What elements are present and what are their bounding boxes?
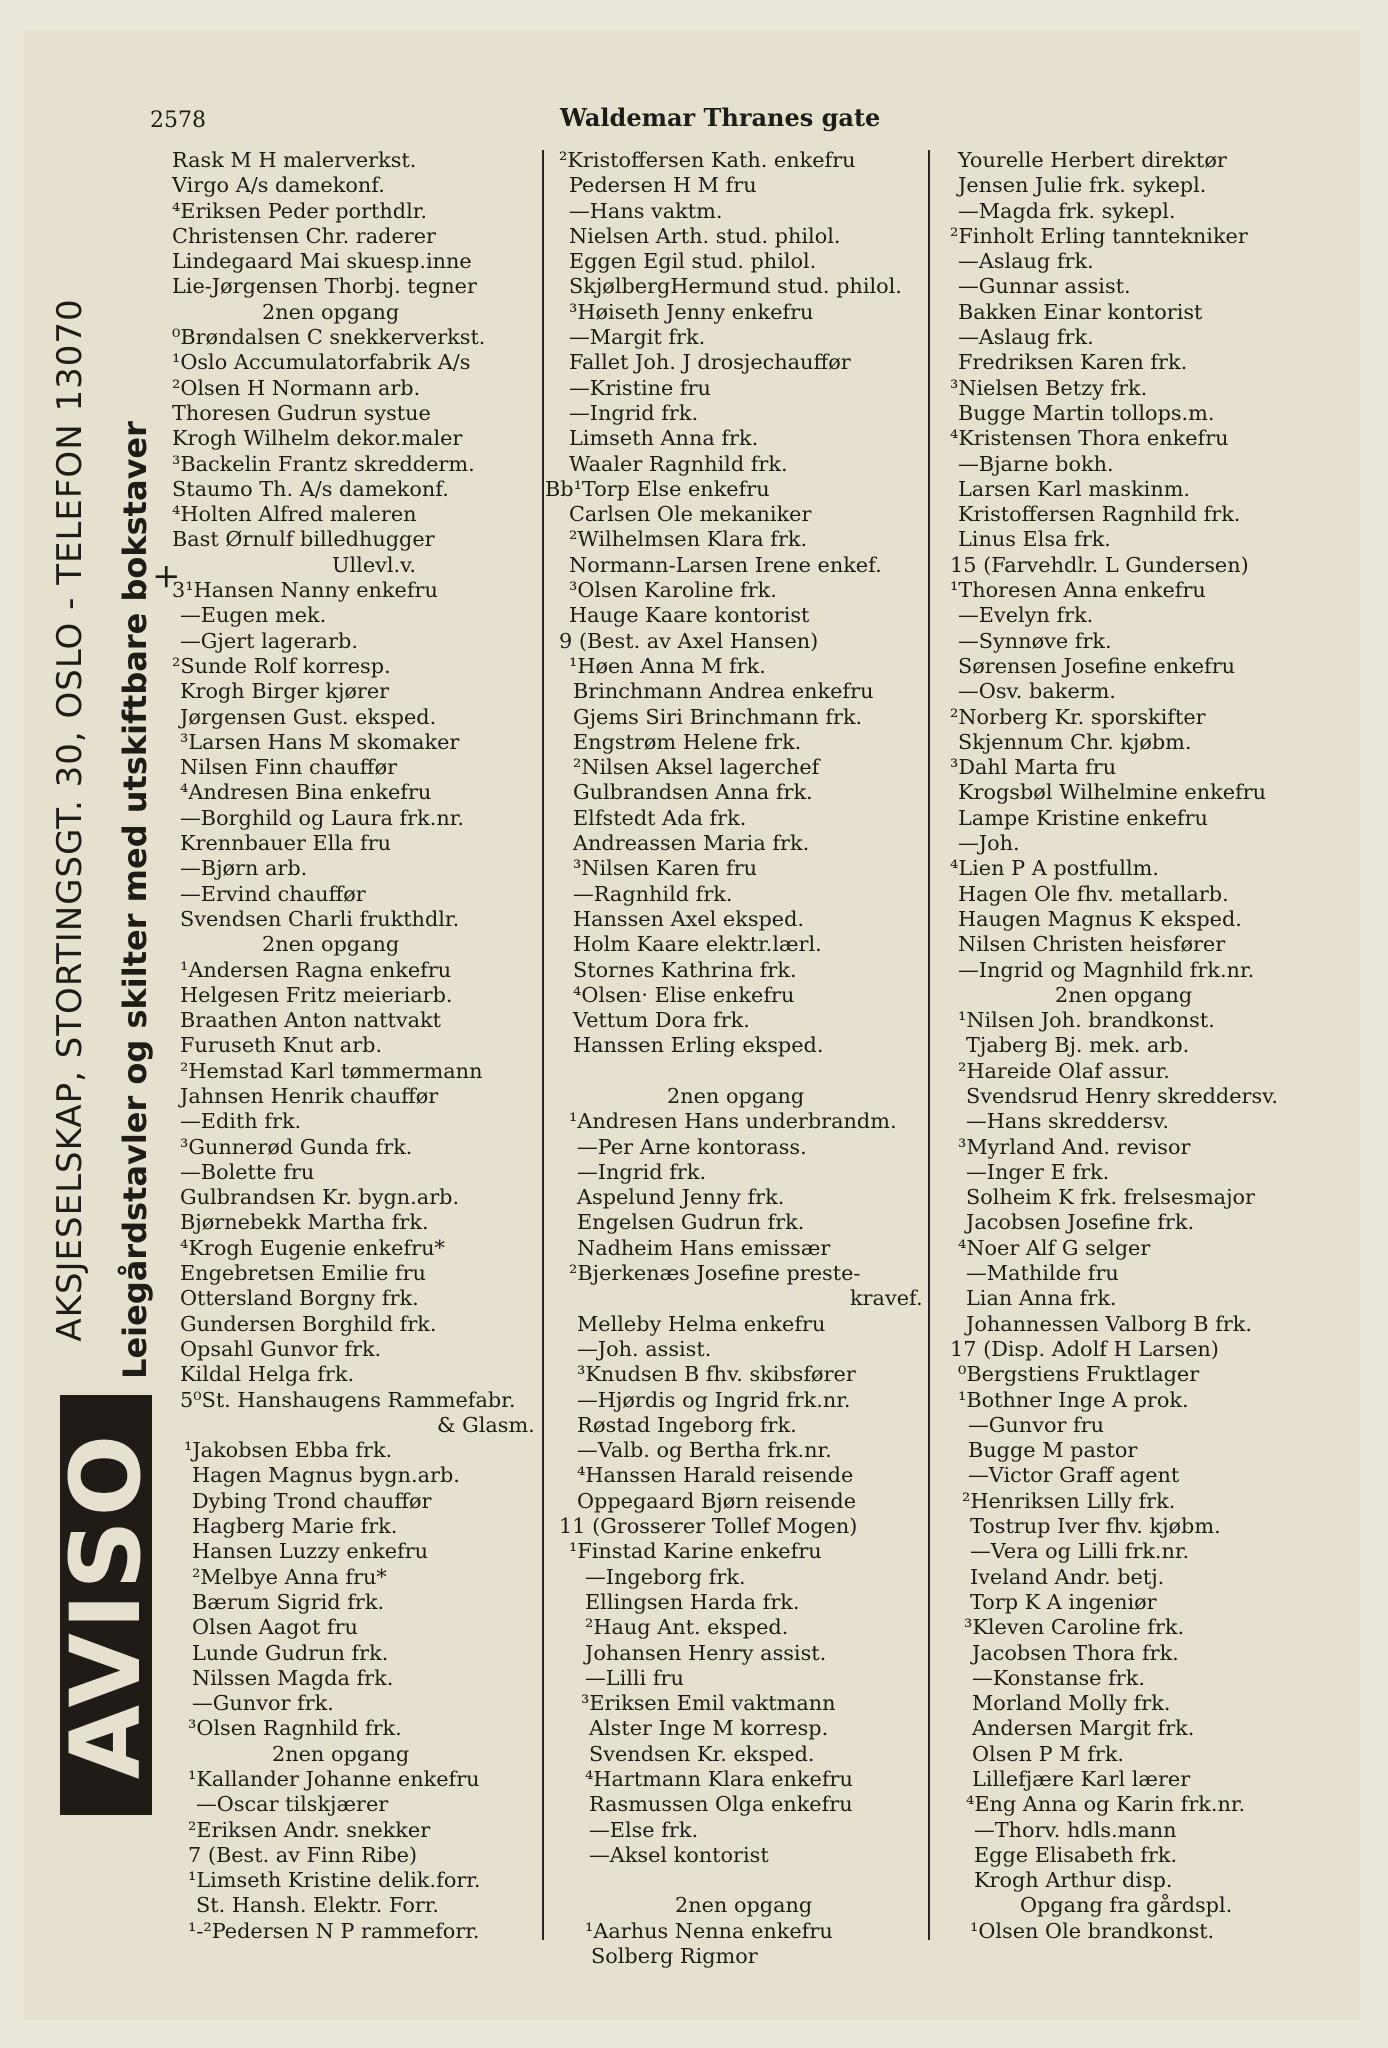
directory-entry: —Kristine fru — [569, 375, 711, 400]
directory-entry: —Bjørn arb. — [180, 856, 308, 881]
directory-entry: ³Kleven Caroline frk. — [964, 1615, 1185, 1640]
directory-entry: Jacobsen Thora frk. — [972, 1640, 1179, 1665]
directory-entry: Hanssen Erling eksped. — [573, 1033, 824, 1058]
directory-entry: Lindegaard Mai skuesp.inne — [172, 249, 472, 274]
directory-entry: 2nen opgang — [272, 1741, 410, 1766]
directory-entry: ⁴Hanssen Harald reisende — [577, 1463, 854, 1488]
directory-entry: Hagberg Marie frk. — [192, 1514, 398, 1539]
directory-entry: 2nen opgang — [262, 299, 400, 324]
directory-entry: Opgang fra gårdspl. — [1020, 1893, 1233, 1918]
directory-entry: Johansen Henry assist. — [585, 1640, 827, 1665]
directory-entry: ²Nilsen Aksel lagerchef — [573, 755, 820, 780]
directory-entry: ¹Oslo Accumulatorfabrik A/s — [172, 350, 471, 375]
directory-entry: —Borghild og Laura frk.nr. — [180, 805, 464, 830]
directory-entry: Dybing Trond chauffør — [192, 1488, 432, 1513]
directory-entry: ²Norberg Kr. sporskifter — [950, 704, 1206, 729]
directory-entry: kravef. — [850, 1286, 923, 1311]
directory-entry: —Mathilde fru — [966, 1261, 1119, 1286]
directory-entry: Ullevl.v. — [332, 552, 417, 577]
directory-entry: ³Gunnerød Gunda frk. — [180, 1134, 413, 1159]
directory-entry: —Joh. — [958, 831, 1020, 856]
directory-entry: ²Hareide Olaf assur. — [958, 1058, 1170, 1083]
directory-entry: —Gunnar assist. — [958, 274, 1131, 299]
directory-entry: —Eugen mek. — [180, 603, 327, 628]
directory-entry: —Else frk. — [589, 1817, 699, 1842]
directory-entry: ³Larsen Hans M skomaker — [180, 729, 460, 754]
directory-entry: Gjems Siri Brinchmann frk. — [573, 704, 863, 729]
directory-entry: 2nen opgang — [262, 932, 400, 957]
directory-entry: ³Høiseth Jenny enkefru — [569, 299, 814, 324]
directory-entry: Bærum Sigrid frk. — [192, 1589, 385, 1614]
directory-entry: —Oscar tilskjærer — [196, 1792, 389, 1817]
directory-entry: ²Henriksen Lilly frk. — [962, 1488, 1176, 1513]
directory-entry: —Aslaug frk. — [958, 249, 1094, 274]
directory-entry: Vettum Dora frk. — [573, 1008, 750, 1033]
directory-entry: Gulbrandsen Anna frk. — [573, 780, 813, 805]
directory-entry: ²Kristoffersen Kath. enkefru — [559, 148, 856, 172]
directory-entry: Solberg Rigmor — [591, 1944, 758, 1969]
directory-entry: Nilsen Christen heisfører — [958, 932, 1226, 957]
directory-entry: Kristoffersen Ragnhild frk. — [958, 502, 1241, 527]
directory-entry: —Inger E frk. — [966, 1159, 1110, 1184]
directory-entry: Nadheim Hans emissær — [577, 1235, 831, 1260]
directory-entry: Normann-Larsen Irene enkef. — [569, 552, 882, 577]
directory-entry: Virgo A/s damekonf. — [172, 173, 385, 198]
street-header: Waldemar Thranes gate — [560, 103, 881, 132]
directory-entry: Stornes Kathrina frk. — [573, 957, 797, 982]
directory-entry: ¹Jakobsen Ebba frk. — [184, 1438, 393, 1463]
directory-entry: 11 (Grosserer Tollef Mogen) — [559, 1514, 858, 1539]
directory-entry: ²Melbye Anna fru* — [192, 1564, 387, 1589]
directory-entry: ²Eriksen Andr. snekker — [188, 1817, 431, 1842]
directory-entry: Svendsen Kr. eksped. — [589, 1741, 815, 1766]
directory-entry: Krogh Arthur disp. — [974, 1868, 1173, 1893]
directory-entry — [545, 1868, 935, 1893]
directory-entry: Rask M H malerverkst. — [172, 148, 417, 172]
directory-entry: —Hans vaktm. — [569, 198, 723, 223]
directory-entry: ¹-²Pedersen N P rammeforr. — [188, 1918, 480, 1943]
directory-entry: Limseth Anna frk. — [569, 426, 759, 451]
directory-entry: —Joh. assist. — [577, 1336, 712, 1361]
directory-entry: —Aslaug frk. — [958, 325, 1094, 350]
directory-entry: ⁴Holten Alfred maleren — [172, 502, 417, 527]
directory-entry: Krogh Wilhelm dekor.maler — [172, 426, 463, 451]
directory-entry: Haugen Magnus K eksped. — [958, 906, 1242, 931]
directory-entry: Nielsen Arth. stud. philol. — [569, 223, 841, 248]
directory-entry: Engstrøm Helene frk. — [573, 729, 802, 754]
directory-entry: ¹Andresen Hans underbrandm. — [569, 1109, 897, 1134]
directory-entry: Bjørnebekk Martha frk. — [180, 1210, 429, 1235]
directory-entry: ²Wilhelmsen Klara frk. — [569, 527, 808, 552]
directory-entry: Rasmussen Olga enkefru — [589, 1792, 853, 1817]
directory-entry: Bugge Martin tollops.m. — [958, 400, 1215, 425]
directory-entry: Lampe Kristine enkefru — [958, 805, 1208, 830]
directory-entry: ²Finholt Erling tanntekniker — [950, 223, 1248, 248]
directory-entry: ¹Høen Anna M frk. — [569, 653, 766, 678]
directory-entry: Nilsen Finn chauffør — [180, 755, 398, 780]
directory-entry: —Edith frk. — [180, 1109, 302, 1134]
directory-entry: —Synnøve frk. — [958, 628, 1112, 653]
directory-entry: —Vera og Lilli frk.nr. — [970, 1539, 1190, 1564]
directory-entry: ³Backelin Frantz skredderm. — [172, 451, 475, 476]
directory-entry: Jacobsen Josefine frk. — [966, 1210, 1195, 1235]
directory-entry: Thoresen Gudrun systue — [172, 400, 431, 425]
directory-entry: Andersen Margit frk. — [972, 1716, 1195, 1741]
directory-entry: Fredriksen Karen frk. — [958, 350, 1188, 375]
directory-entry: Braathen Anton nattvakt — [180, 1008, 441, 1033]
directory-entry: Alster Inge M korresp. — [589, 1716, 829, 1741]
directory-entry: 2nen opgang — [675, 1893, 813, 1918]
directory-entry: Ottersland Borgny frk. — [180, 1286, 419, 1311]
directory-entry: Krennbauer Ella fru — [180, 831, 392, 856]
directory-entry: ⁰Brøndalsen C snekkerverkst. — [172, 325, 486, 350]
directory-entry: —Valb. og Bertha frk.nr. — [577, 1438, 832, 1463]
directory-entry: Hagen Magnus bygn.arb. — [192, 1463, 460, 1488]
directory-entry: Gundersen Borghild frk. — [180, 1311, 437, 1336]
directory-entry: Fallet Joh. J drosjechauffør — [569, 350, 851, 375]
directory-entry: 7 (Best. av Finn Ribe) — [188, 1842, 418, 1867]
directory-entry: Olsen Aagot fru — [192, 1615, 358, 1640]
directory-entry: ³Dahl Marta fru — [950, 755, 1117, 780]
directory-entry: Engebretsen Emilie fru — [180, 1261, 426, 1286]
directory-entry: ⁴Lien P A postfullm. — [950, 856, 1159, 881]
directory-entry: SkjølbergHermund stud. philol. — [569, 274, 902, 299]
directory-entry: Melleby Helma enkefru — [577, 1311, 826, 1336]
directory-entry: Nilssen Magda frk. — [192, 1665, 394, 1690]
directory-entry: Iveland Andr. betj. — [970, 1564, 1165, 1589]
directory-entry: ¹Aarhus Nenna enkefru — [585, 1918, 833, 1943]
directory-entry: Lunde Gudrun frk. — [192, 1640, 389, 1665]
directory-entry: Furuseth Knut arb. — [180, 1033, 383, 1058]
directory-entry: 2nen opgang — [667, 1083, 805, 1108]
directory-entry: —Ragnhild frk. — [573, 881, 733, 906]
directory-entry: Staumo Th. A/s damekonf. — [172, 476, 449, 501]
directory-entry: Holm Kaare elektr.lærl. — [573, 932, 822, 957]
directory-entry: —Hjørdis og Ingrid frk.nr. — [577, 1387, 851, 1412]
directory-entry — [545, 1059, 935, 1084]
directory-entry: Andreassen Maria frk. — [573, 831, 810, 856]
directory-entry: ¹Finstad Karine enkefru — [569, 1539, 822, 1564]
directory-entry: ⁴Olsen· Elise enkefru — [573, 982, 795, 1007]
directory-entry: 3¹Hansen Nanny enkefru — [172, 578, 438, 603]
directory-entry: Tjaberg Bj. mek. arb. — [966, 1033, 1190, 1058]
directory-entry: ¹Nilsen Joh. brandkonst. — [958, 1008, 1215, 1033]
directory-entry: Elfstedt Ada frk. — [573, 805, 747, 830]
directory-entry: —Gunvor frk. — [192, 1691, 334, 1716]
directory-entry: —Ingeborg frk. — [585, 1564, 746, 1589]
directory-entry: ⁴Krogh Eugenie enkefru* — [180, 1235, 445, 1260]
directory-entry: ³Knudsen B fhv. skibsfører — [577, 1362, 856, 1387]
directory-entry: ⁴Andresen Bina enkefru — [180, 780, 432, 805]
directory-entry: Kildal Helga frk. — [180, 1362, 355, 1387]
directory-entry: Skjennum Chr. kjøbm. — [958, 729, 1192, 754]
directory-entry: ²Sunde Rolf korresp. — [172, 653, 391, 678]
directory-entry: ⁰Bergstiens Fruktlager — [958, 1362, 1200, 1387]
plus-mark: + — [152, 556, 181, 596]
directory-entry: —Ingrid frk. — [569, 400, 699, 425]
directory-entry: —Thorv. hdls.mann — [974, 1817, 1177, 1842]
directory-entry: Lie-Jørgensen Thorbj. tegner — [172, 274, 477, 299]
directory-entry: —Osv. bakerm. — [958, 679, 1116, 704]
directory-entry: —Ingrid og Magnhild frk.nr. — [958, 957, 1255, 982]
directory-entry: Jørgensen Gust. eksped. — [180, 704, 437, 729]
directory-entry: —Gjert lagerarb. — [180, 628, 358, 653]
directory-entry: Røstad Ingeborg frk. — [577, 1412, 797, 1437]
directory-entry: ¹Thoresen Anna enkefru — [950, 578, 1206, 603]
directory-entry: Sørensen Josefine enkefru — [958, 653, 1236, 678]
directory-entry: Oppegaard Bjørn reisende — [577, 1488, 857, 1513]
directory-entry: Engelsen Gudrun frk. — [577, 1210, 805, 1235]
directory-entry: ⁴Noer Alf G selger — [958, 1235, 1151, 1260]
directory-entry: —Magda frk. sykepl. — [958, 198, 1176, 223]
directory-entry: Tostrup Iver fhv. kjøbm. — [970, 1514, 1221, 1539]
directory-entry: Hagen Ole fhv. metallarb. — [958, 881, 1229, 906]
directory-entry: 9 (Best. av Axel Hansen) — [559, 628, 819, 653]
directory-entry: St. Hansh. Elektr. Forr. — [196, 1893, 440, 1918]
directory-entry: —Ingrid frk. — [577, 1159, 707, 1184]
directory-entry: 17 (Disp. Adolf H Larsen) — [950, 1336, 1219, 1361]
directory-entry: —Aksel kontorist — [589, 1842, 769, 1867]
directory-entry: Hanssen Axel eksped. — [573, 906, 805, 931]
directory-entry: ³Eriksen Emil vaktmann — [581, 1691, 836, 1716]
directory-entry: ¹Kallander Johanne enkefru — [188, 1767, 480, 1791]
directory-entry: ⁴Hartmann Klara enkefru — [585, 1767, 853, 1791]
directory-entry: Bb¹Torp Else enkefru — [545, 476, 770, 501]
directory-entry: ³Nilsen Karen fru — [573, 856, 758, 881]
directory-entry: ²Bjerkenæs Josefine preste- — [569, 1261, 861, 1286]
directory-entry: —Lilli fru — [585, 1665, 684, 1690]
directory-entry: Lillefjære Karl lærer — [972, 1767, 1191, 1791]
directory-entry: ³Myrland And. revisor — [958, 1134, 1191, 1159]
directory-entry: Svendsrud Henry skreddersv. — [966, 1083, 1279, 1108]
directory-entry: Bugge M pastor — [968, 1438, 1138, 1463]
company-slogan: Leiegårdstavler og skilter med utskiftbare bokstaver — [116, 421, 154, 1379]
directory-entry: ³Olsen Ragnhild frk. — [188, 1716, 402, 1741]
directory-entry: —Hans skreddersv. — [966, 1109, 1169, 1134]
directory-entry: Gulbrandsen Kr. bygn.arb. — [180, 1185, 460, 1210]
directory-entry: ¹Bothner Inge A prok. — [958, 1387, 1189, 1412]
directory-entry: ³Olsen Karoline frk. — [569, 578, 777, 603]
directory-entry: Carlsen Ole mekaniker — [569, 502, 812, 527]
column-3 — [950, 148, 1330, 1944]
directory-entry: —Per Arne kontorass. — [577, 1134, 807, 1159]
directory-entry: —Ervind chauffør — [180, 881, 366, 906]
directory-entry: Johannessen Valborg B frk. — [966, 1311, 1253, 1336]
directory-entry: Svendsen Charli frukthdlr. — [180, 906, 460, 931]
directory-entry: —Konstanse frk. — [972, 1665, 1145, 1690]
directory-entry: 2nen opgang — [1055, 982, 1193, 1007]
directory-entry: Krogh Birger kjører — [180, 679, 390, 704]
directory-entry: ¹Andersen Ragna enkefru — [180, 957, 452, 982]
directory-entry: Bast Ørnulf billedhugger — [172, 527, 435, 552]
directory-entry: —Victor Graff agent — [968, 1463, 1180, 1488]
directory-entry: & Glasm. — [437, 1412, 535, 1437]
directory-entry: Hansen Luzzy enkefru — [192, 1539, 429, 1564]
directory-entry: Solheim K frk. frelsesmajor — [966, 1185, 1255, 1210]
directory-entry: Lian Anna frk. — [966, 1286, 1117, 1311]
directory-entry: ²Hemstad Karl tømmermann — [180, 1058, 483, 1083]
directory-entry: —Gunvor fru — [968, 1412, 1105, 1437]
directory-entry: Hauge Kaare kontorist — [569, 603, 810, 628]
directory-entry: Christensen Chr. raderer — [172, 223, 436, 248]
directory-entry: Pedersen H M fru — [569, 173, 757, 198]
directory-entry: ¹Limseth Kristine delik.forr. — [188, 1868, 481, 1893]
directory-entry: Jensen Julie frk. sykepl. — [958, 173, 1207, 198]
column-1 — [172, 148, 547, 1944]
column-2 — [545, 148, 935, 1969]
directory-entry: Ellingsen Harda frk. — [585, 1589, 800, 1614]
directory-entry: Waaler Ragnhild frk. — [569, 451, 788, 476]
directory-entry: ³Nielsen Betzy frk. — [950, 375, 1148, 400]
directory-entry: ¹Olsen Ole brandkonst. — [970, 1918, 1215, 1943]
directory-entry: Brinchmann Andrea enkefru — [573, 679, 874, 704]
directory-entry: 5⁰St. Hanshaugens Rammefabr. — [180, 1387, 516, 1412]
directory-entry: ⁴Eng Anna og Karin frk.nr. — [966, 1792, 1246, 1817]
directory-entry: ⁴Eriksen Peder porthdlr. — [172, 198, 427, 223]
directory-entry: Krogsbøl Wilhelmine enkefru — [958, 780, 1267, 805]
directory-entry: Jahnsen Henrik chauffør — [180, 1083, 439, 1108]
directory-entry: Helgesen Fritz meieriarb. — [180, 982, 453, 1007]
directory-entry: —Margit frk. — [569, 325, 706, 350]
directory-entry: Opsahl Gunvor frk. — [180, 1336, 382, 1361]
directory-entry: Torp K A ingeniør — [970, 1589, 1157, 1614]
directory-entry: ²Haug Ant. eksped. — [585, 1615, 789, 1640]
directory-entry: Morland Molly frk. — [972, 1691, 1171, 1716]
directory-entry: ⁴Kristensen Thora enkefru — [950, 426, 1229, 451]
directory-entry: Linus Elsa frk. — [958, 527, 1111, 552]
directory-entry: ²Olsen H Normann arb. — [172, 375, 421, 400]
directory-entry: —Evelyn frk. — [958, 603, 1094, 628]
directory-entry: Yourelle Herbert direktør — [958, 148, 1227, 172]
directory-entry: Olsen P M frk. — [972, 1741, 1125, 1766]
directory-entry: Egge Elisabeth frk. — [974, 1842, 1178, 1867]
directory-entry: —Bjarne bokh. — [958, 451, 1114, 476]
page-number: 2578 — [150, 108, 206, 133]
directory-entry: 15 (Farvehdlr. L Gundersen) — [950, 552, 1249, 577]
directory-entry: Aspelund Jenny frk. — [577, 1185, 785, 1210]
aviso-logo: AVISO — [50, 1430, 162, 1780]
directory-entry: Larsen Karl maskinm. — [958, 476, 1191, 501]
company-address: AKSJESELSKAP, STORTINGSGT. 30, OSLO - TELEFON 13070 — [50, 298, 90, 1342]
directory-entry: —Bolette fru — [180, 1159, 315, 1184]
directory-entry: Eggen Egil stud. philol. — [569, 249, 817, 274]
directory-entry: Bakken Einar kontorist — [958, 299, 1203, 324]
